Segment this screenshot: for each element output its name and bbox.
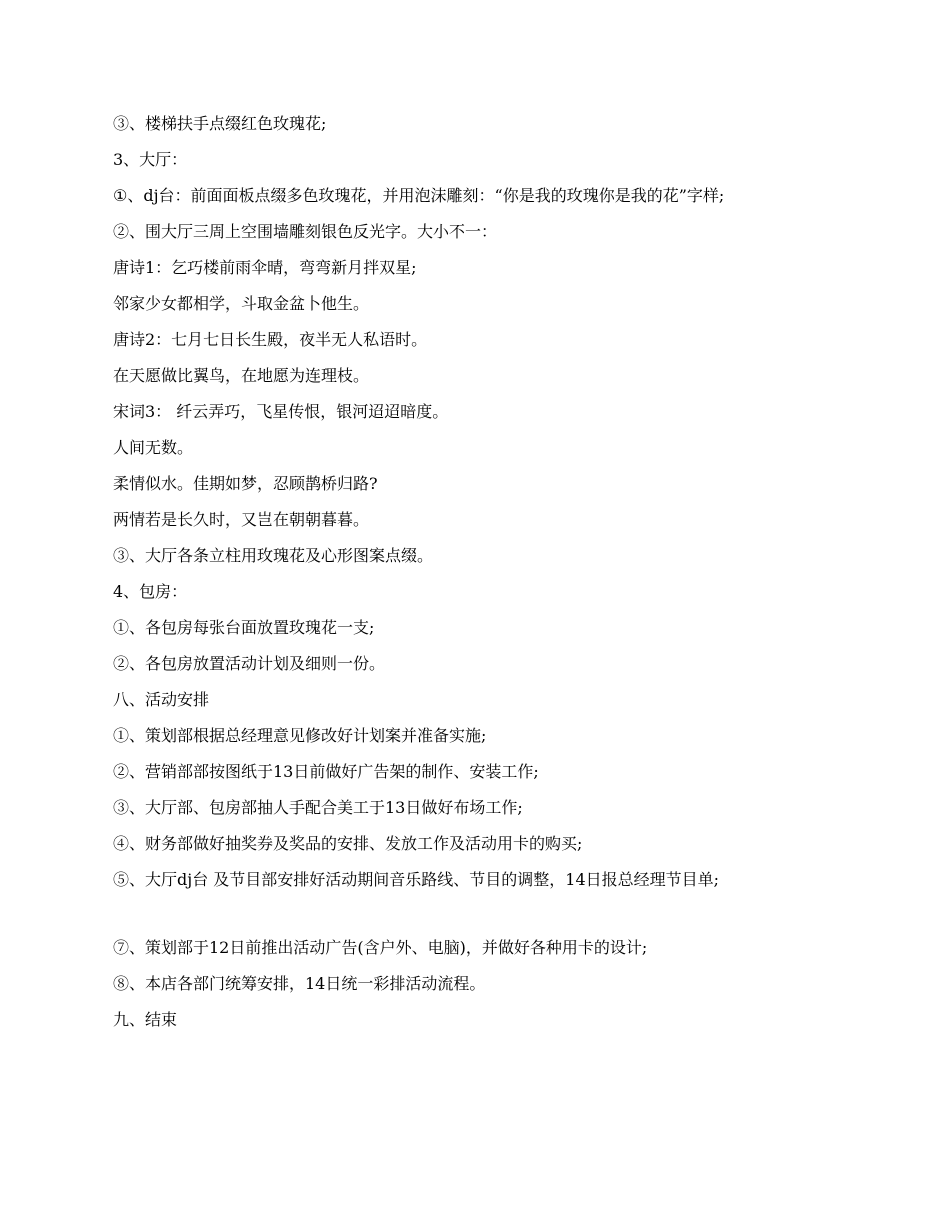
poem-line: 邻家少女都相学，斗取金盆卜他生。 (113, 294, 370, 313)
text-line: ②、营销部部按图纸于13日前做好广告架的制作、安装工作; (113, 762, 539, 781)
text-line: ②、围大厅三周上空围墙雕刻银色反光字。大小不一： (113, 222, 498, 241)
text-line: ①、策划部根据总经理意见修改好计划案并准备实施; (113, 726, 487, 745)
section-heading: 八、活动安排 (113, 690, 210, 709)
poem-line: 人间无数。 (113, 438, 194, 457)
text-line: ③、大厅各条立柱用玫瑰花及心形图案点缀。 (113, 546, 434, 565)
poem-line: 两情若是长久时，又岂在朝朝暮暮。 (113, 510, 370, 529)
text-line: ⑧、本店各部门统筹安排，14日统一彩排活动流程。 (113, 974, 486, 993)
poem-line: 唐诗2：七月七日长生殿，夜半无人私语时。 (113, 330, 428, 349)
text-line: ①、各包房每张台面放置玫瑰花一支; (113, 618, 375, 637)
poem-line: 在天愿做比翼鸟，在地愿为连理枝。 (113, 366, 370, 385)
text-line: ①、dj台：前面面板点缀多色玫瑰花，并用泡沫雕刻：“你是我的玫瑰你是我的花”字样; (113, 186, 725, 205)
section-heading: 4、包房： (113, 582, 188, 601)
text-line: ④、财务部做好抽奖券及奖品的安排、发放工作及活动用卡的购买; (113, 834, 583, 853)
text-line: ⑤、大厅dj台 及节目部安排好活动期间音乐路线、节目的调整，14日报总经理节目单; (113, 870, 720, 889)
section-heading: 3、大厅： (113, 150, 188, 169)
text-line: ③、楼梯扶手点缀红色玫瑰花; (113, 114, 327, 133)
section-heading: 九、结束 (113, 1010, 178, 1029)
poem-line: 宋词3： 纤云弄巧，飞星传恨，银河迢迢暗度。 (113, 402, 449, 421)
text-line: ③、大厅部、包房部抽人手配合美工于13日做好布场工作; (113, 798, 523, 817)
text-line: ②、各包房放置活动计划及细则一份。 (113, 654, 386, 673)
text-line: ⑦、策划部于12日前推出活动广告(含户外、电脑)，并做好各种用卡的设计; (113, 938, 648, 957)
poem-line: 唐诗1：乞巧楼前雨伞晴，弯弯新月拌双星; (113, 258, 417, 277)
poem-line: 柔情似水。佳期如梦，忍顾鹊桥归路? (113, 474, 378, 493)
